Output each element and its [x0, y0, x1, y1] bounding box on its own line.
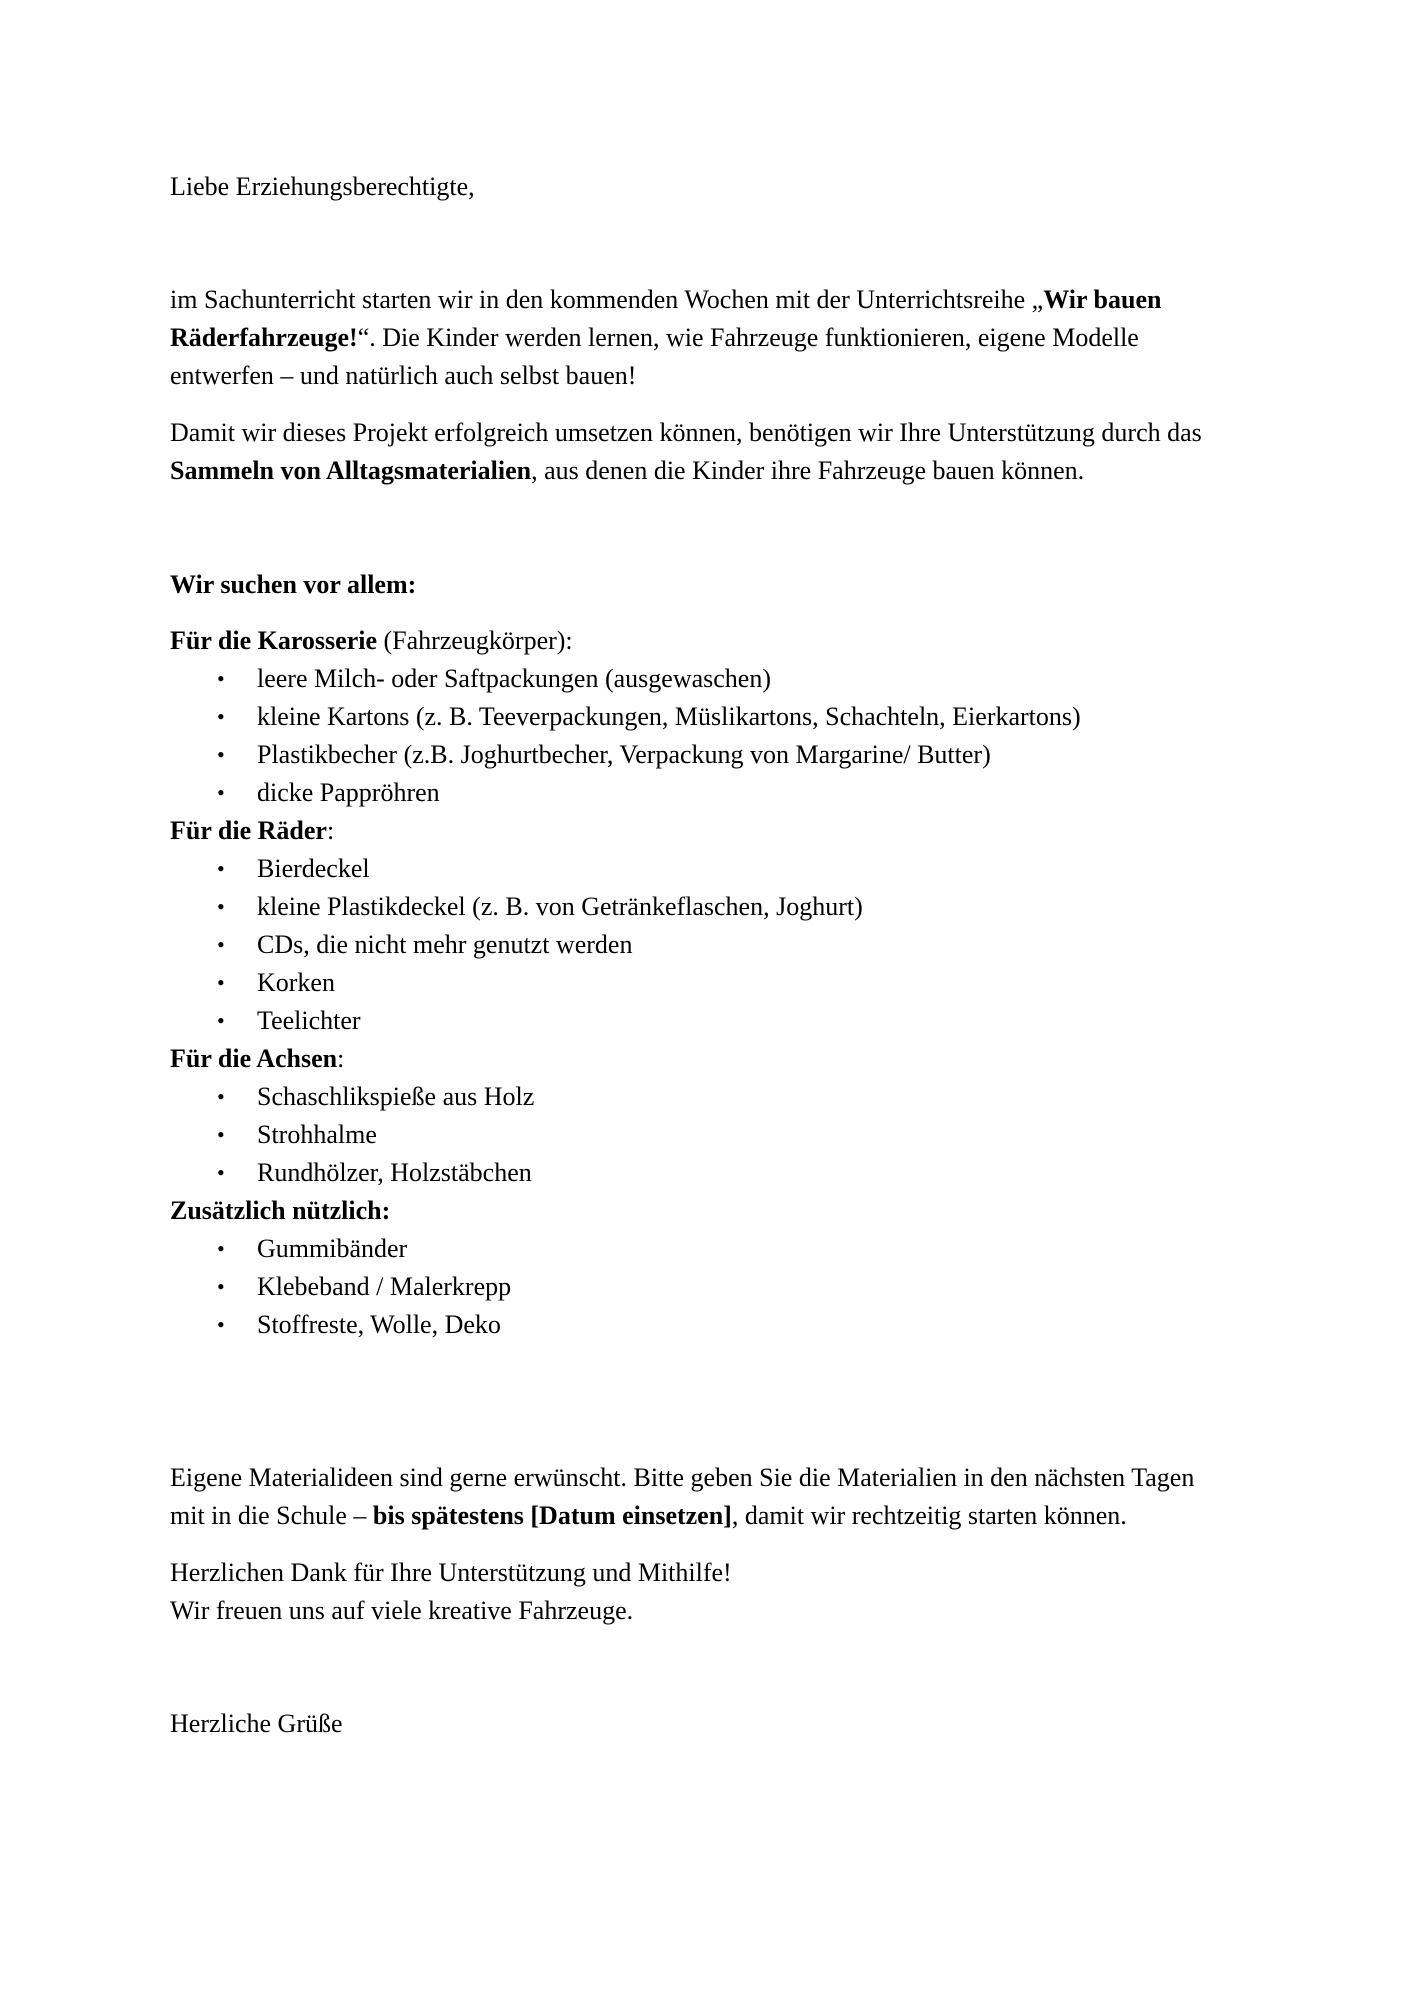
- list-item: • Gummibänder: [170, 1230, 1320, 1268]
- thanks-line-1: Herzlichen Dank für Ihre Unterstützung und Mithilfe!: [170, 1558, 732, 1587]
- bullet-icon: •: [217, 1236, 225, 1261]
- bullet-icon: •: [217, 1008, 225, 1033]
- list-item: • Korken: [170, 964, 1320, 1002]
- bullet-icon: •: [217, 894, 225, 919]
- list-item: • Schaschlikspieße aus Holz: [170, 1078, 1320, 1116]
- list-item: • Plastikbecher (z.B. Joghurtbecher, Verpackung von Margarine/ Butter): [170, 736, 1320, 774]
- bullet-icon: •: [217, 856, 225, 881]
- list-item: • Bierdeckel: [170, 850, 1320, 888]
- category-heading-achsen: Für die Achsen:: [170, 1044, 345, 1073]
- bullet-icon: •: [217, 1312, 225, 1337]
- intro-line-1: im Sachunterricht starten wir in den kommenden Wochen mit der Unterrichtsreihe „Wir bauen: [170, 285, 1162, 314]
- bullet-icon: •: [217, 932, 225, 957]
- request-paragraph: [170, 414, 1320, 490]
- list-raeder: [170, 850, 1320, 1040]
- list-item: • kleine Plastikdeckel (z. B. von Getränkeflaschen, Joghurt): [170, 888, 1320, 926]
- list-item: • dicke Pappröhren: [170, 774, 1320, 812]
- wanted-heading: Wir suchen vor allem:: [170, 570, 417, 599]
- project-title-part-1: Wir bauen: [1043, 285, 1162, 314]
- intro-line-2: Räderfahrzeuge!“. Die Kinder werden lernen, wie Fahrzeuge funktionieren, eigene Modelle: [170, 323, 1139, 352]
- closing-info-line-1: Eigene Materialideen sind gerne erwünscht. Bitte geben Sie die Materialien in den nächsten Tagen: [170, 1463, 1195, 1492]
- bullet-icon: •: [217, 780, 225, 805]
- list-item: • leere Milch- oder Saftpackungen (ausgewaschen): [170, 660, 1320, 698]
- bullet-icon: •: [217, 1084, 225, 1109]
- signoff: Herzliche Grüße: [170, 1709, 343, 1738]
- bullet-icon: •: [217, 970, 225, 995]
- bullet-icon: •: [217, 1160, 225, 1185]
- category-heading-raeder: Für die Räder:: [170, 816, 335, 845]
- bullet-icon: •: [217, 742, 225, 767]
- list-item: • Strohhalme: [170, 1116, 1320, 1154]
- list-item: • kleine Kartons (z. B. Teeverpackungen, Müslikartons, Schachteln, Eierkartons): [170, 698, 1320, 736]
- list-zusaetzlich: [170, 1230, 1320, 1344]
- list-karosserie: [170, 660, 1320, 812]
- list-item: • Klebeband / Malerkrepp: [170, 1268, 1320, 1306]
- list-item: • Rundhölzer, Holzstäbchen: [170, 1154, 1320, 1192]
- closing-info-line-2: mit in die Schule – bis spätestens [Datum einsetzen], damit wir rechtzeitig starten können.: [170, 1501, 1127, 1530]
- deadline-placeholder: bis spätestens [Datum einsetzen]: [372, 1501, 732, 1530]
- category-heading-karosserie: Für die Karosserie (Fahrzeugkörper):: [170, 626, 573, 655]
- bullet-icon: •: [217, 1122, 225, 1147]
- thanks-line-2: Wir freuen uns auf viele kreative Fahrzeuge.: [170, 1596, 634, 1625]
- thanks-paragraph: [170, 1554, 1320, 1630]
- list-item: • Stoffreste, Wolle, Deko: [170, 1306, 1320, 1344]
- greeting: Liebe Erziehungsberechtigte,: [170, 172, 475, 201]
- list-item: • CDs, die nicht mehr genutzt werden: [170, 926, 1320, 964]
- list-item: • Teelichter: [170, 1002, 1320, 1040]
- category-heading-zusaetzlich: Zusätzlich nützlich:: [170, 1196, 391, 1225]
- bullet-icon: •: [217, 666, 225, 691]
- bullet-icon: •: [217, 704, 225, 729]
- intro-line-3: entwerfen – und natürlich auch selbst bauen!: [170, 361, 637, 390]
- project-title-part-2: Räderfahrzeuge!: [170, 323, 358, 352]
- request-line-1: Damit wir dieses Projekt erfolgreich umsetzen können, benötigen wir Ihre Unterstützung durch das: [170, 418, 1202, 447]
- bullet-icon: •: [217, 1274, 225, 1299]
- intro-paragraph: [170, 281, 1320, 395]
- request-line-2: Sammeln von Alltagsmaterialien, aus denen die Kinder ihre Fahrzeuge bauen können.: [170, 456, 1085, 485]
- list-achsen: [170, 1078, 1320, 1192]
- closing-info-paragraph: [170, 1459, 1320, 1535]
- request-emphasis: Sammeln von Alltagsmaterialien: [170, 456, 532, 485]
